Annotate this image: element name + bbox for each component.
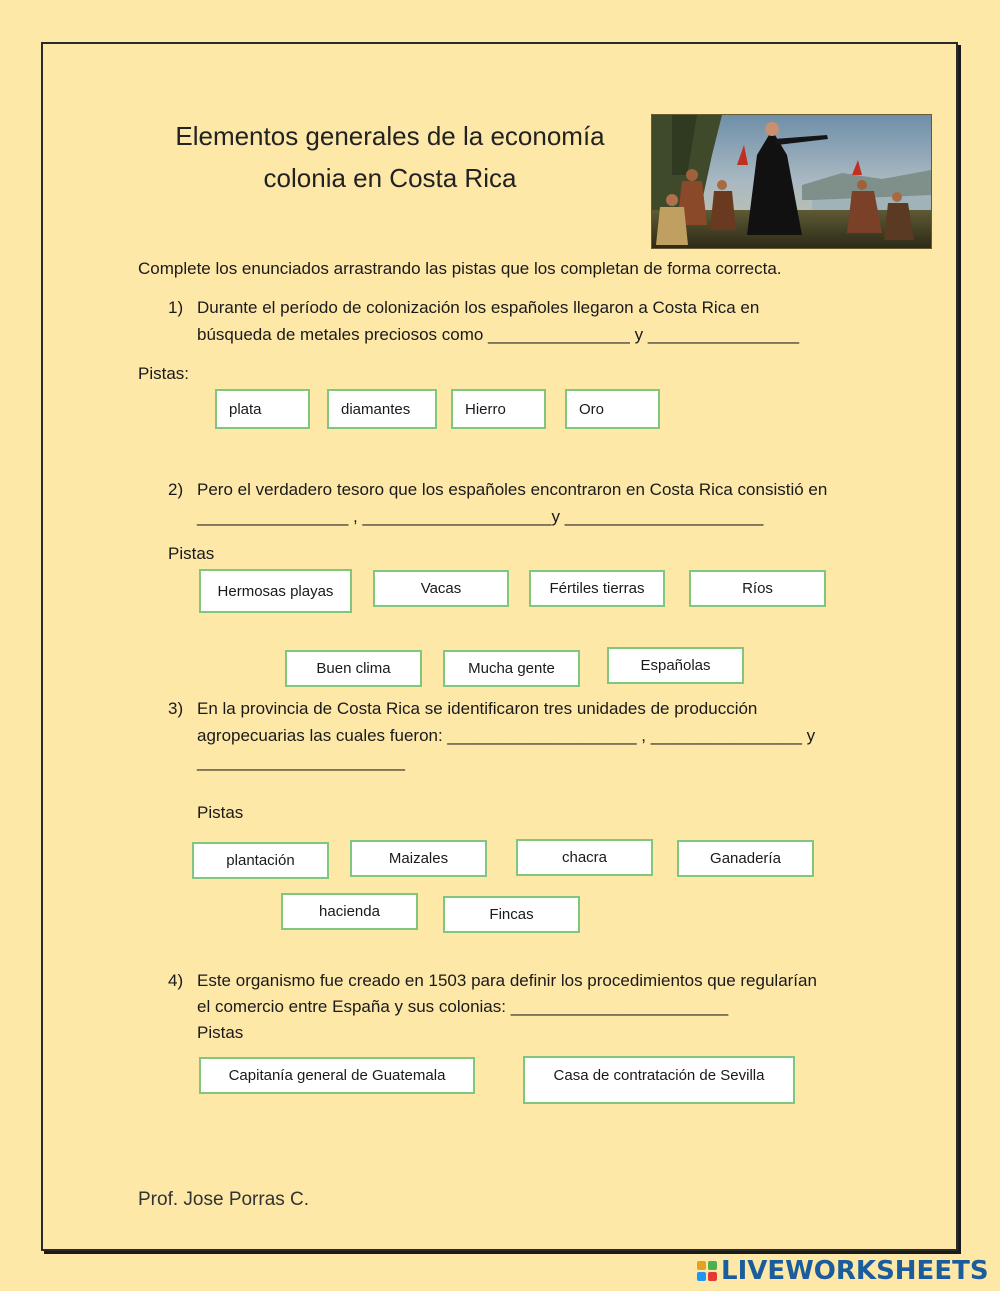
logo-text: LIVEWORKSHEETS [721,1256,989,1286]
q3-hint-maizales[interactable]: Maizales [350,840,487,877]
q3-hint-plantacion[interactable]: plantación [192,842,329,879]
q3-hint-chacra[interactable]: chacra [516,839,653,876]
q4-text-line-1: Este organismo fue creado en 1503 para definir los procedimientos que regularían [197,971,817,990]
logo-mark-tile-3 [697,1272,706,1281]
q1-text-line-1: Durante el período de colonización los españoles llegaron a Costa Rica en [197,298,760,317]
worksheet-title [140,115,640,199]
q1-number: 1) [168,298,184,317]
q3-hint-ganaderia[interactable]: Ganadería [677,840,814,877]
q2-hint-espanolas[interactable]: Españolas [607,647,744,684]
instructions-text: Complete los enunciados arrastrando las pistas que los completan de forma correcta. [138,259,782,278]
q4-hint-capitania-general[interactable]: Capitanía general de Guatemala [199,1057,475,1094]
logo-mark-tile-4 [708,1272,717,1281]
q3-text-line-3: ______________________ [197,752,406,771]
q4-text-line-2: el comercio entre España y sus colonias: _______________________ [197,997,729,1016]
title-line-2: colonia en Costa Rica [263,163,517,193]
q2-hint-mucha-gente[interactable]: Mucha gente [443,650,580,687]
liveworksheets-logo [697,1256,989,1286]
q2-hint-rios[interactable]: Ríos [689,570,826,607]
colonial-painting-image [651,114,932,249]
q3-hint-fincas[interactable]: Fincas [443,896,580,933]
q3-hint-hacienda[interactable]: hacienda [281,893,418,930]
q2-number: 2) [168,480,184,499]
q2-hint-fertiles-tierras[interactable]: Fértiles tierras [529,570,665,607]
q3-hints-label: Pistas [197,803,244,822]
title-line-1: Elementos generales de la economía [175,121,605,151]
teacher-signature: Prof. Jose Porras C. [138,1189,310,1210]
q4-hints-label: Pistas [197,1023,244,1042]
q3-number: 3) [168,699,184,718]
q1-hint-diamantes[interactable]: diamantes [327,389,437,429]
q4-hint-casa-contratacion[interactable]: Casa de contratación de Sevilla [523,1056,795,1104]
q1-hints-label: Pistas: [138,364,190,383]
q1-hint-plata[interactable]: plata [215,389,310,429]
q2-text-line-1: Pero el verdadero tesoro que los españoles encontraron en Costa Rica consistió en [197,480,828,499]
q2-text-line-2: ________________ , ____________________y _____________________ [197,507,764,526]
q3-text-line-1: En la provincia de Costa Rica se identificaron tres unidades de producción [197,699,758,718]
logo-mark-tile-1 [697,1261,706,1270]
q1-hint-oro[interactable]: Oro [565,389,660,429]
q3-text-line-2: agropecuarias las cuales fueron: ____________________ , ________________ y [197,726,816,745]
q2-hint-vacas[interactable]: Vacas [373,570,509,607]
q1-hint-hierro[interactable]: Hierro [451,389,546,429]
q2-hints-label: Pistas [168,544,215,563]
q4-number: 4) [168,971,184,990]
q2-hint-buen-clima[interactable]: Buen clima [285,650,422,687]
q2-hint-hermosas-playas[interactable]: Hermosas playas [199,569,352,613]
q1-text-line-2: búsqueda de metales preciosos como _______________ y ________________ [197,325,800,344]
logo-mark-icon [697,1261,717,1281]
logo-mark-tile-2 [708,1261,717,1270]
